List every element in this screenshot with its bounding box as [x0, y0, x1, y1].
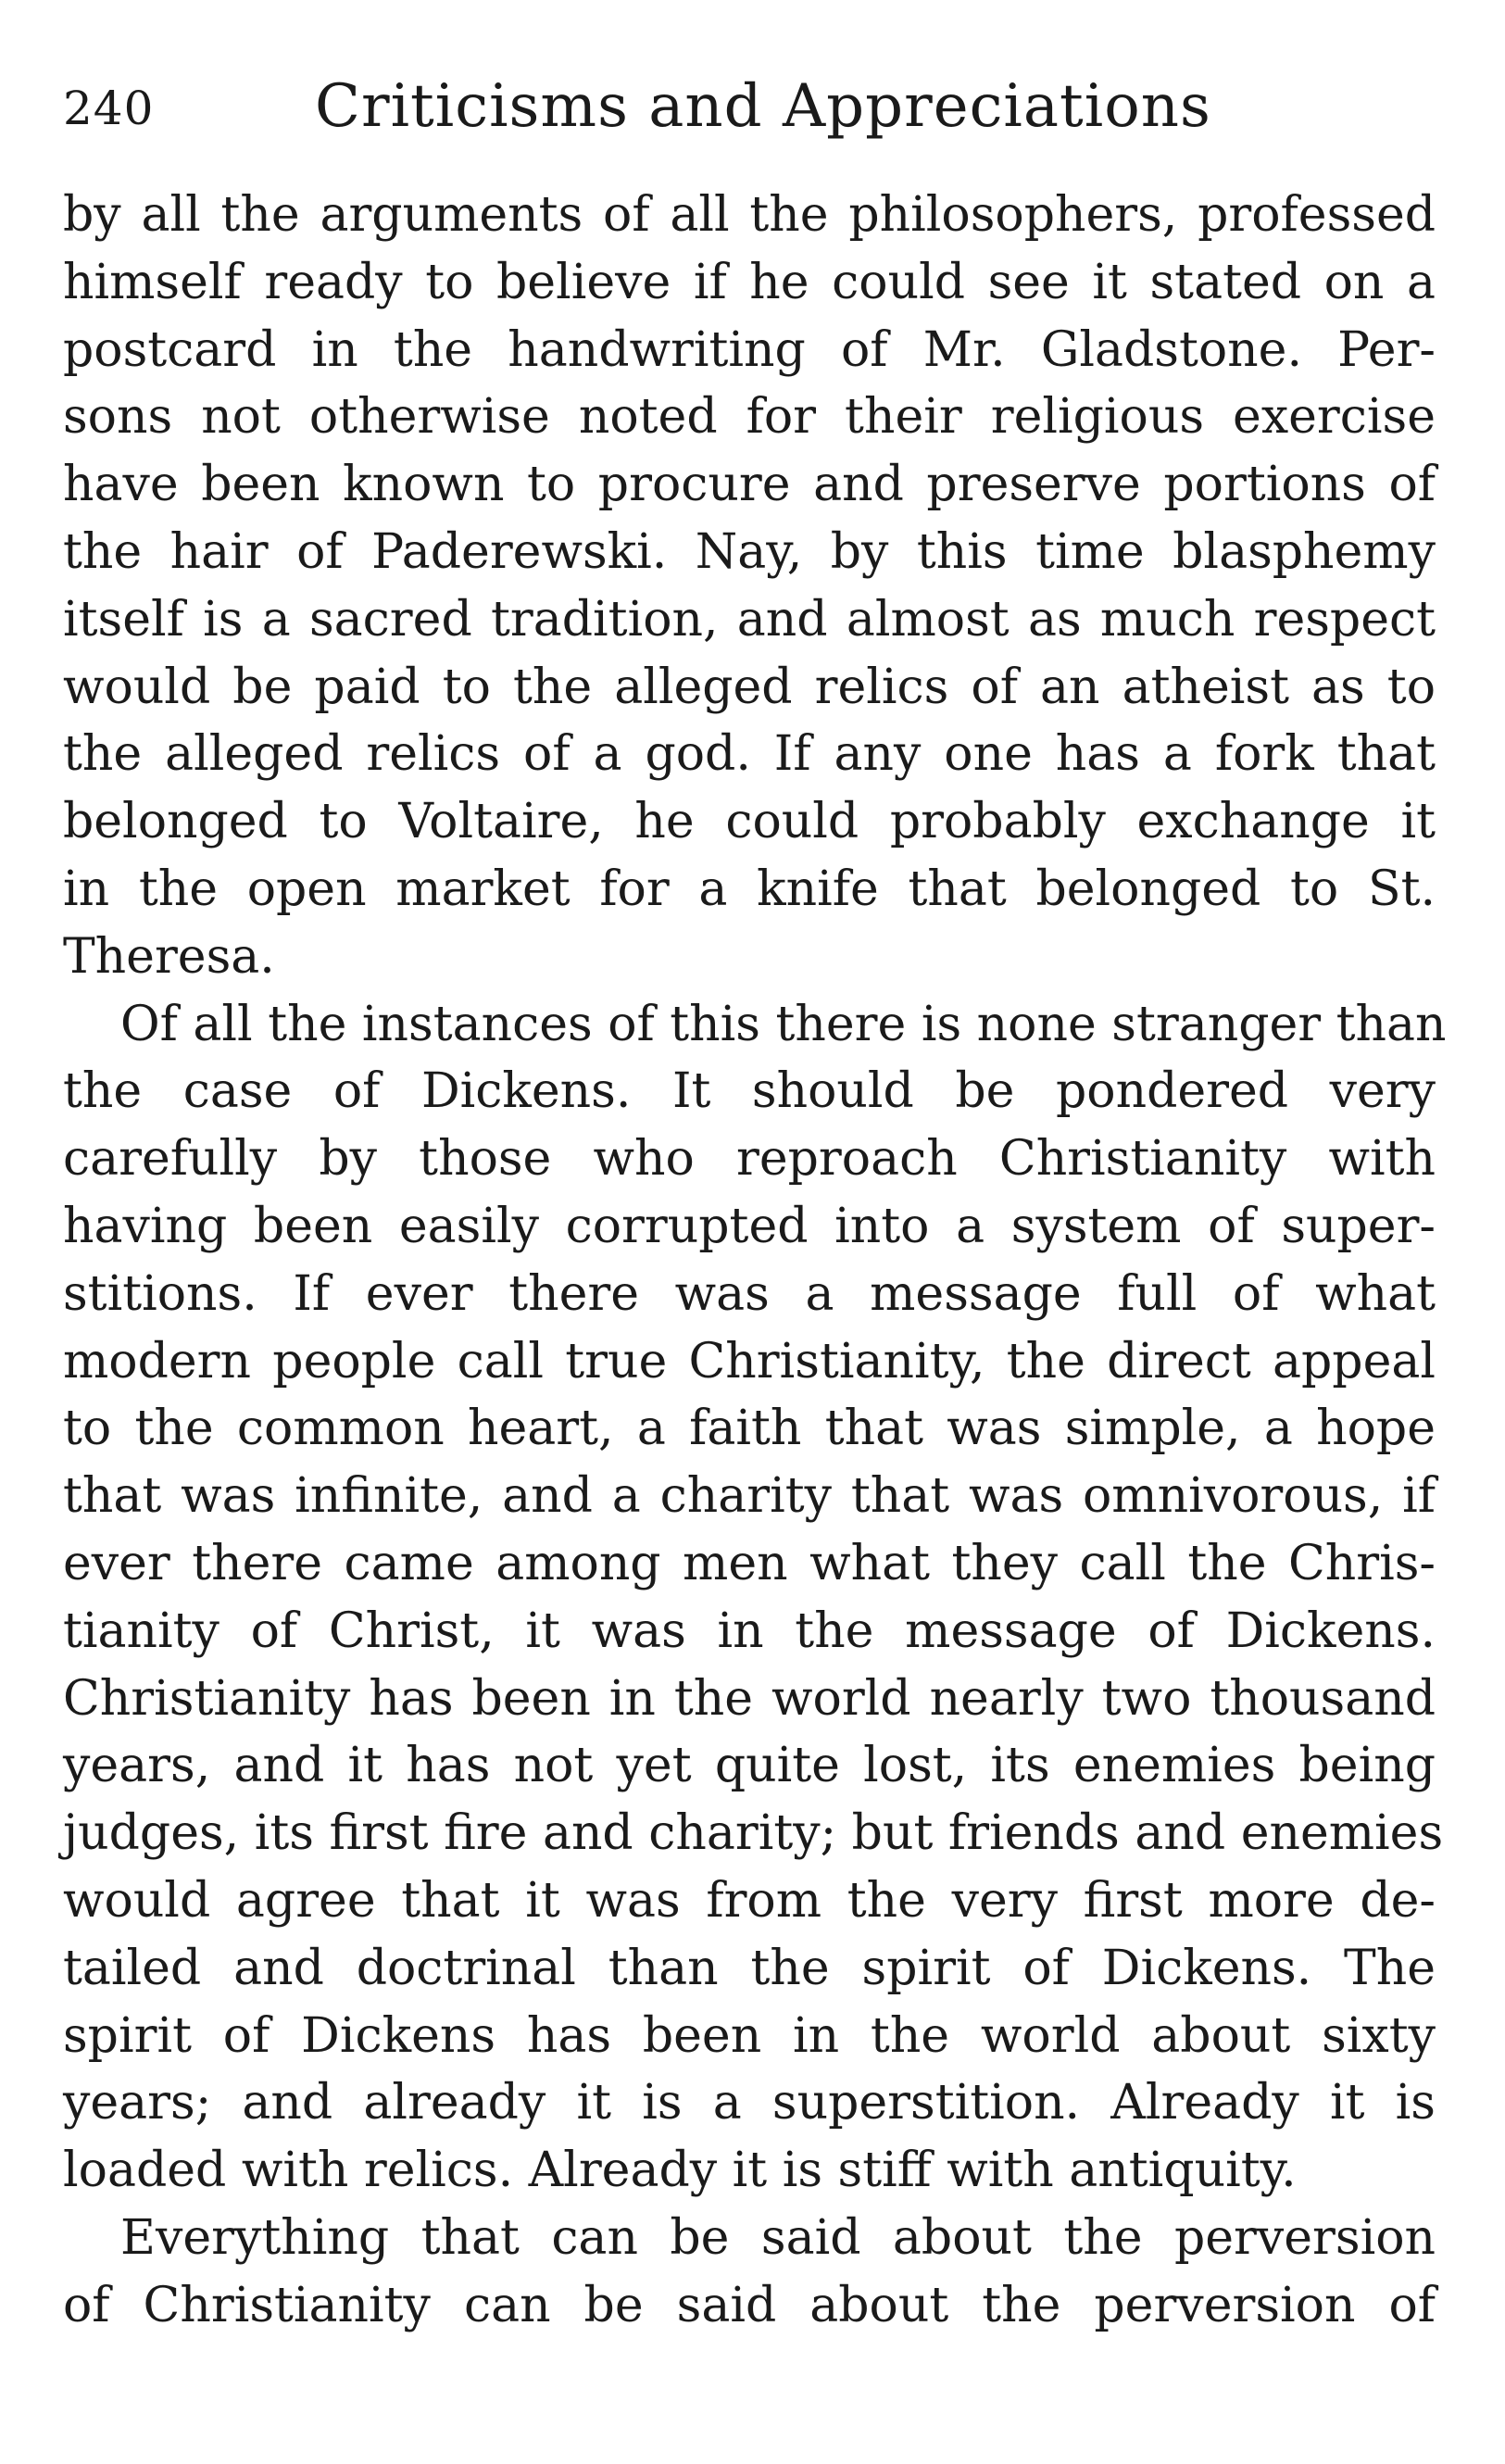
- text-line: judges, its first fire and charity; but friends and enemies: [63, 1805, 1444, 1862]
- page-number: 240: [63, 82, 155, 135]
- text-line: the hair of Paderewski. Nay, by this time blasphemy: [63, 523, 1436, 580]
- running-head: [63, 72, 1436, 156]
- text-line: loaded with relics. Already it is stiff with antiquity.: [63, 2143, 1297, 2199]
- text-line: Of all the instances of this there is none stranger than: [120, 996, 1447, 1052]
- paragraph: [63, 182, 1436, 991]
- text-line: having been easily corrupted into a system of super-: [63, 1198, 1436, 1254]
- text-line: himself ready to believe if he could see it stated on a: [63, 254, 1436, 310]
- text-line: modern people call true Christianity, the direct appeal: [63, 1333, 1436, 1389]
- text-line: that was infinite, and a charity that was omnivorous, if: [63, 1468, 1436, 1525]
- body-text: [63, 182, 1447, 2340]
- text-line: belonged to Voltaire, he could probably exchange it: [63, 794, 1436, 850]
- text-line: in the open market for a knife that belonged to St.: [63, 861, 1436, 917]
- book-page: [63, 72, 1447, 2340]
- text-line: the case of Dickens. It should be pondered very: [63, 1063, 1436, 1120]
- text-line: ever there came among men what they call the Chris-: [63, 1535, 1436, 1591]
- text-line: years; and already it is a superstition. Already it is: [63, 2075, 1436, 2131]
- text-line: tailed and doctrinal than the spirit of Dickens. The: [63, 1940, 1436, 1996]
- text-line: of Christianity can be said about the perversion of: [63, 2277, 1436, 2333]
- text-line: would be paid to the alleged relics of an atheist as to: [63, 659, 1436, 715]
- text-line: Theresa.: [63, 928, 275, 985]
- text-line: stitions. If ever there was a message full of what: [63, 1265, 1436, 1322]
- text-line: Christianity has been in the world nearly two thousand: [63, 1670, 1436, 1727]
- text-line: spirit of Dickens has been in the world about sixty: [63, 2007, 1436, 2064]
- text-line: years, and it has not yet quite lost, its enemies being: [63, 1738, 1436, 1794]
- text-line: the alleged relics of a god. If any one has a fork that: [63, 726, 1436, 783]
- paragraph: [63, 2205, 1436, 2340]
- text-line: would agree that it was from the very first more de-: [63, 1872, 1436, 1929]
- text-line: Everything that can be said about the perversion: [120, 2209, 1436, 2266]
- text-line: tianity of Christ, it was in the message of Dickens.: [63, 1603, 1436, 1659]
- text-line: postcard in the handwriting of Mr. Gladstone. Per-: [63, 321, 1436, 378]
- text-line: sons not otherwise noted for their religious exercise: [63, 389, 1436, 446]
- text-line: carefully by those who reproach Christianity with: [63, 1131, 1436, 1188]
- text-line: to the common heart, a faith that was simple, a hope: [63, 1401, 1436, 1457]
- text-line: by all the arguments of all the philosophers, professed: [63, 187, 1436, 243]
- text-line: have been known to procure and preserve portions of: [63, 457, 1436, 513]
- running-title: Criticisms and Appreciations: [315, 72, 1211, 141]
- text-line: itself is a sacred tradition, and almost as much respect: [63, 591, 1436, 647]
- paragraph: [63, 991, 1447, 2205]
